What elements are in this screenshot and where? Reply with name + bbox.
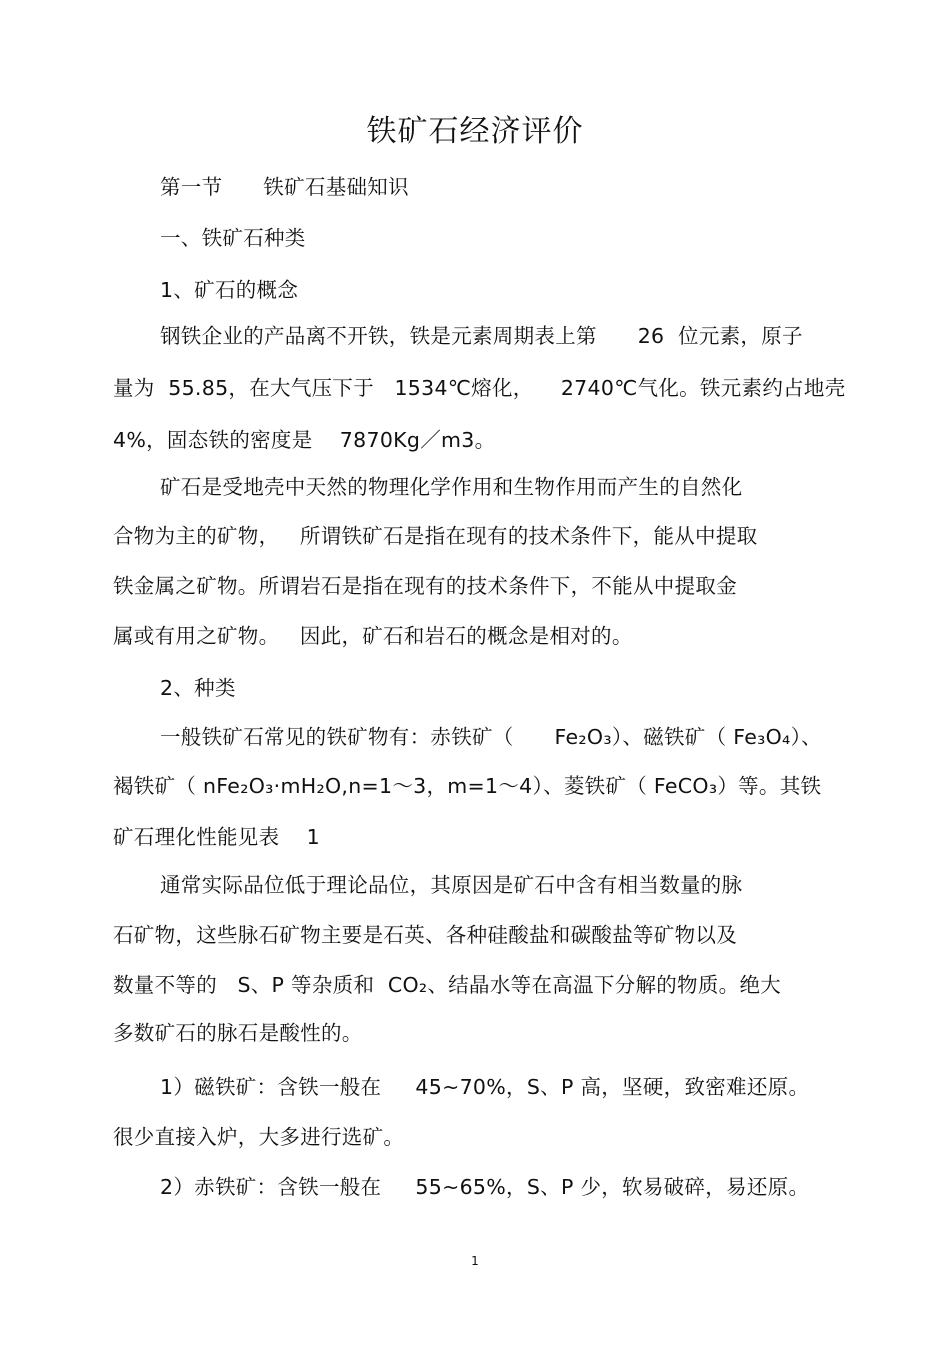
- document-title: 铁矿石经济评价: [366, 114, 584, 149]
- section-heading: 第一节 铁矿石基础知识: [160, 175, 409, 199]
- paragraph-line: 合物为主的矿物， 所谓铁矿石是指在现有的技术条件下，能从中提取: [113, 524, 758, 548]
- item-heading: 1、矿石的概念: [160, 278, 299, 302]
- paragraph-line: 量为 55.85，在大气压下于 1534℃熔化， 2740℃气化。铁元素约占地壳: [113, 376, 846, 400]
- paragraph-line: 矿石是受地壳中天然的物理化学作用和生物作用而产生的自然化: [160, 475, 743, 499]
- paragraph-line: 属或有用之矿物。 因此，矿石和岩石的概念是相对的。: [113, 624, 633, 648]
- subsection-heading: 一、铁矿石种类: [160, 226, 306, 250]
- page-number: 1: [471, 1254, 479, 1268]
- paragraph-line: 褐铁矿（ nFe₂O₃·mH₂O,n=1～3，m=1～4）、菱铁矿（ FeCO₃）等。其铁: [113, 774, 822, 798]
- paragraph-line: 一般铁矿石常见的铁矿物有：赤铁矿（ Fe₂O₃）、磁铁矿（ Fe₃O₄）、: [160, 725, 822, 749]
- paragraph-line: 通常实际品位低于理论品位，其原因是矿石中含有相当数量的脉: [160, 873, 743, 897]
- paragraph-line: 钢铁企业的产品离不开铁，铁是元素周期表上第 26 位元素，原子: [160, 324, 803, 348]
- paragraph-line: 铁金属之矿物。所谓岩石是指在现有的技术条件下，不能从中提取金: [113, 574, 737, 598]
- paragraph-line: 数量不等的 S、P 等杂质和 CO₂、结晶水等在高温下分解的物质。绝大: [113, 973, 782, 997]
- list-item: 2）赤铁矿：含铁一般在 55~65%，S、P 少，软易破碎，易还原。: [160, 1175, 810, 1199]
- paragraph-line: 4%，固态铁的密度是 7870Kg／m3。: [113, 428, 496, 452]
- list-item-continuation: 很少直接入炉，大多进行选矿。: [113, 1125, 405, 1149]
- item-heading: 2、种类: [160, 676, 236, 700]
- paragraph-line: 多数矿石的脉石是酸性的。: [113, 1021, 363, 1045]
- paragraph-line: 矿石理化性能见表 1: [113, 825, 321, 849]
- list-item: 1）磁铁矿：含铁一般在 45~70%，S、P 高，坚硬，致密难还原。: [160, 1075, 810, 1099]
- paragraph-line: 石矿物，这些脉石矿物主要是石英、各种硅酸盐和碳酸盐等矿物以及: [113, 923, 737, 947]
